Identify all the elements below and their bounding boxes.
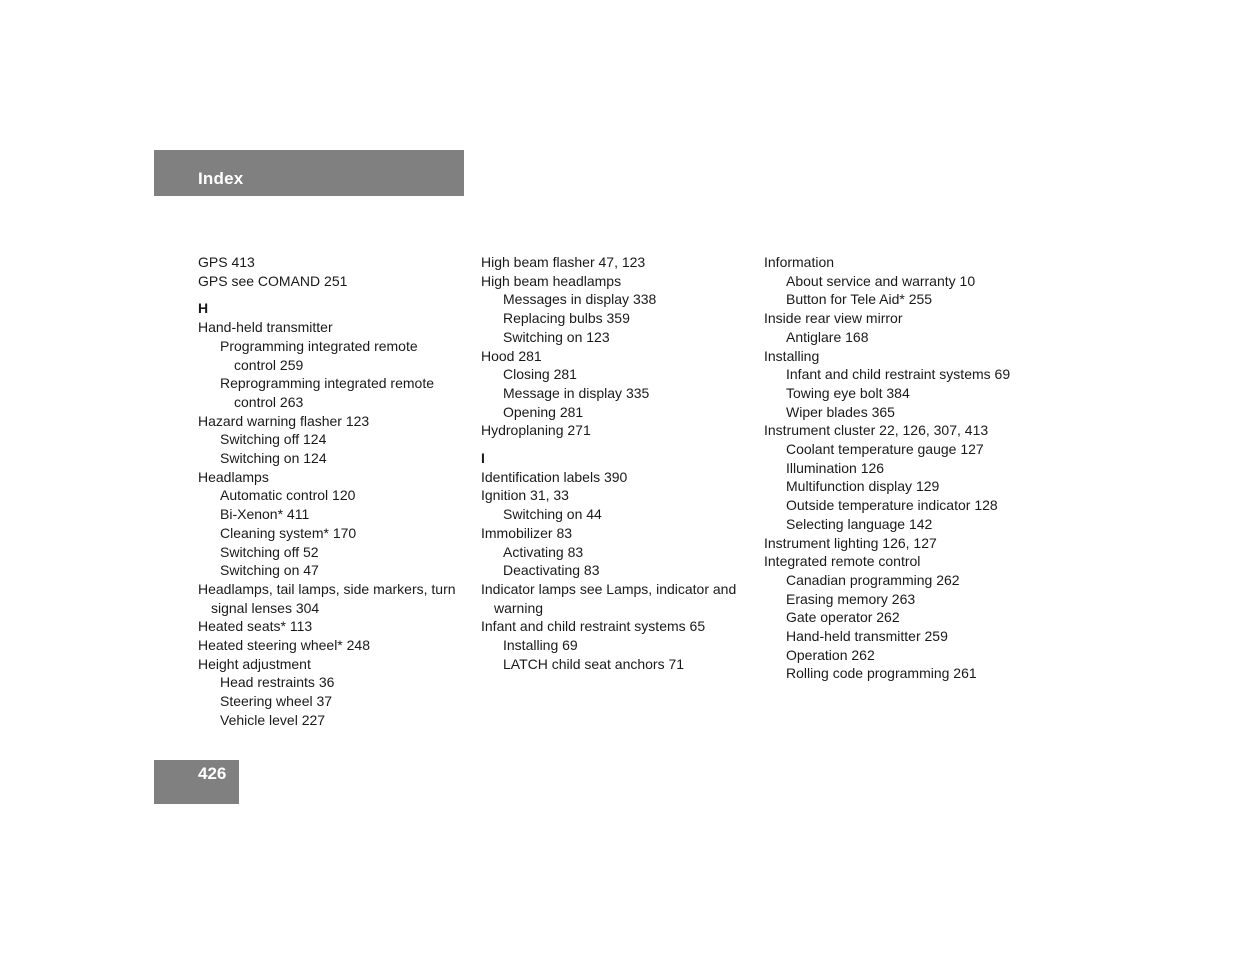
index-entry: Hand-held transmitter: [198, 319, 333, 336]
index-entry: Deactivating 83: [503, 562, 600, 579]
index-entry: LATCH child seat anchors 71: [503, 655, 685, 672]
index-entry: Replacing bulbs 359: [503, 310, 630, 327]
index-entry: Inside rear view mirror: [764, 310, 903, 327]
index-entry: signal lenses 304: [211, 599, 320, 616]
index-entry: Identification labels 390: [481, 468, 628, 485]
page-number: 426: [198, 764, 227, 783]
index-entry: Button for Tele Aid* 255: [786, 291, 933, 308]
index-entry: Hood 281: [481, 347, 542, 364]
index-entry: Gate operator 262: [786, 609, 900, 626]
index-entry: High beam headlamps: [481, 272, 622, 289]
index-entry: Immobilizer 83: [481, 524, 573, 541]
index-letter-heading: I: [481, 450, 485, 467]
index-entry: Height adjustment: [198, 655, 311, 672]
index-entry: Heated steering wheel* 248: [198, 637, 371, 654]
index-entry: Steering wheel 37: [220, 693, 333, 710]
index-entry: Messages in display 338: [503, 291, 657, 308]
page-title: Index: [198, 169, 244, 188]
index-entry: Switching on 123: [503, 328, 610, 345]
index-header-tab: [154, 150, 464, 196]
index-entry: Installing: [764, 347, 820, 364]
index-entry: Installing 69: [503, 637, 578, 654]
index-entry: Coolant temperature gauge 127: [786, 441, 984, 458]
index-column-1: [198, 253, 468, 730]
index-entry: Cleaning system* 170: [220, 524, 357, 541]
index-column-2: [481, 253, 751, 673]
index-entry: Vehicle level 227: [220, 711, 326, 728]
index-entry: Selecting language 142: [786, 515, 933, 532]
index-entry: Infant and child restraint systems 69: [786, 366, 1011, 383]
index-entry: Multifunction display 129: [786, 478, 940, 495]
index-entry: Message in display 335: [503, 384, 650, 401]
index-entry: Illumination 126: [786, 459, 885, 476]
index-entry: Rolling code programming 261: [786, 665, 977, 682]
index-entry: Canadian programming 262: [786, 571, 960, 588]
index-entry: Ignition 31, 33: [481, 487, 569, 504]
index-entry: Outside temperature indicator 128: [786, 497, 998, 514]
index-entry: Closing 281: [503, 366, 577, 383]
index-entry: Heated seats* 113: [198, 618, 313, 635]
index-entry: Switching on 124: [220, 450, 327, 467]
index-entry: Opening 281: [503, 403, 584, 420]
index-entry: Instrument lighting 126, 127: [764, 534, 937, 551]
index-letter-heading: H: [198, 300, 209, 317]
page-number-tab: [154, 760, 239, 804]
index-entry: Operation 262: [786, 646, 875, 663]
index-entry: Activating 83: [503, 543, 584, 560]
index-column-3: [764, 253, 1044, 683]
index-entry: Instrument cluster 22, 126, 307, 413: [764, 422, 989, 439]
index-entry: Reprogramming integrated remote: [220, 375, 434, 392]
index-entry: GPS see COMAND 251: [198, 272, 348, 289]
index-entry: Information: [764, 254, 835, 270]
index-entry: About service and warranty 10: [786, 272, 976, 289]
index-entry: Switching off 124: [220, 431, 327, 448]
index-entry: control 263: [234, 393, 304, 410]
index-entry: Hydroplaning 271: [481, 422, 591, 439]
index-entry: Automatic control 120: [220, 487, 356, 504]
index-entry: Hazard warning flasher 123: [198, 412, 370, 429]
index-entry: Switching off 52: [220, 543, 319, 560]
index-entry: Programming integrated remote: [220, 337, 418, 354]
index-entry: control 259: [234, 356, 304, 373]
index-entry: Switching on 44: [503, 506, 602, 523]
index-entry: Head restraints 36: [220, 674, 335, 691]
index-entry: Indicator lamps see Lamps, indicator and: [481, 580, 737, 597]
index-entry: Antiglare 168: [786, 328, 869, 345]
index-entry: High beam flasher 47, 123: [481, 254, 646, 270]
index-entry: Integrated remote control: [764, 553, 921, 570]
index-entry: Towing eye bolt 384: [786, 384, 910, 401]
index-entry: Infant and child restraint systems 65: [481, 618, 706, 635]
index-entry: Erasing memory 263: [786, 590, 916, 607]
index-entry: Wiper blades 365: [786, 403, 895, 420]
index-entry: warning: [494, 599, 544, 616]
index-entry: Switching on 47: [220, 562, 319, 579]
index-entry: Headlamps, tail lamps, side markers, turn: [198, 580, 456, 597]
index-entry: Bi-Xenon* 411: [220, 506, 310, 523]
index-entry: Headlamps: [198, 468, 269, 485]
index-entry: GPS 413: [198, 254, 255, 270]
index-entry: Hand-held transmitter 259: [786, 628, 948, 645]
